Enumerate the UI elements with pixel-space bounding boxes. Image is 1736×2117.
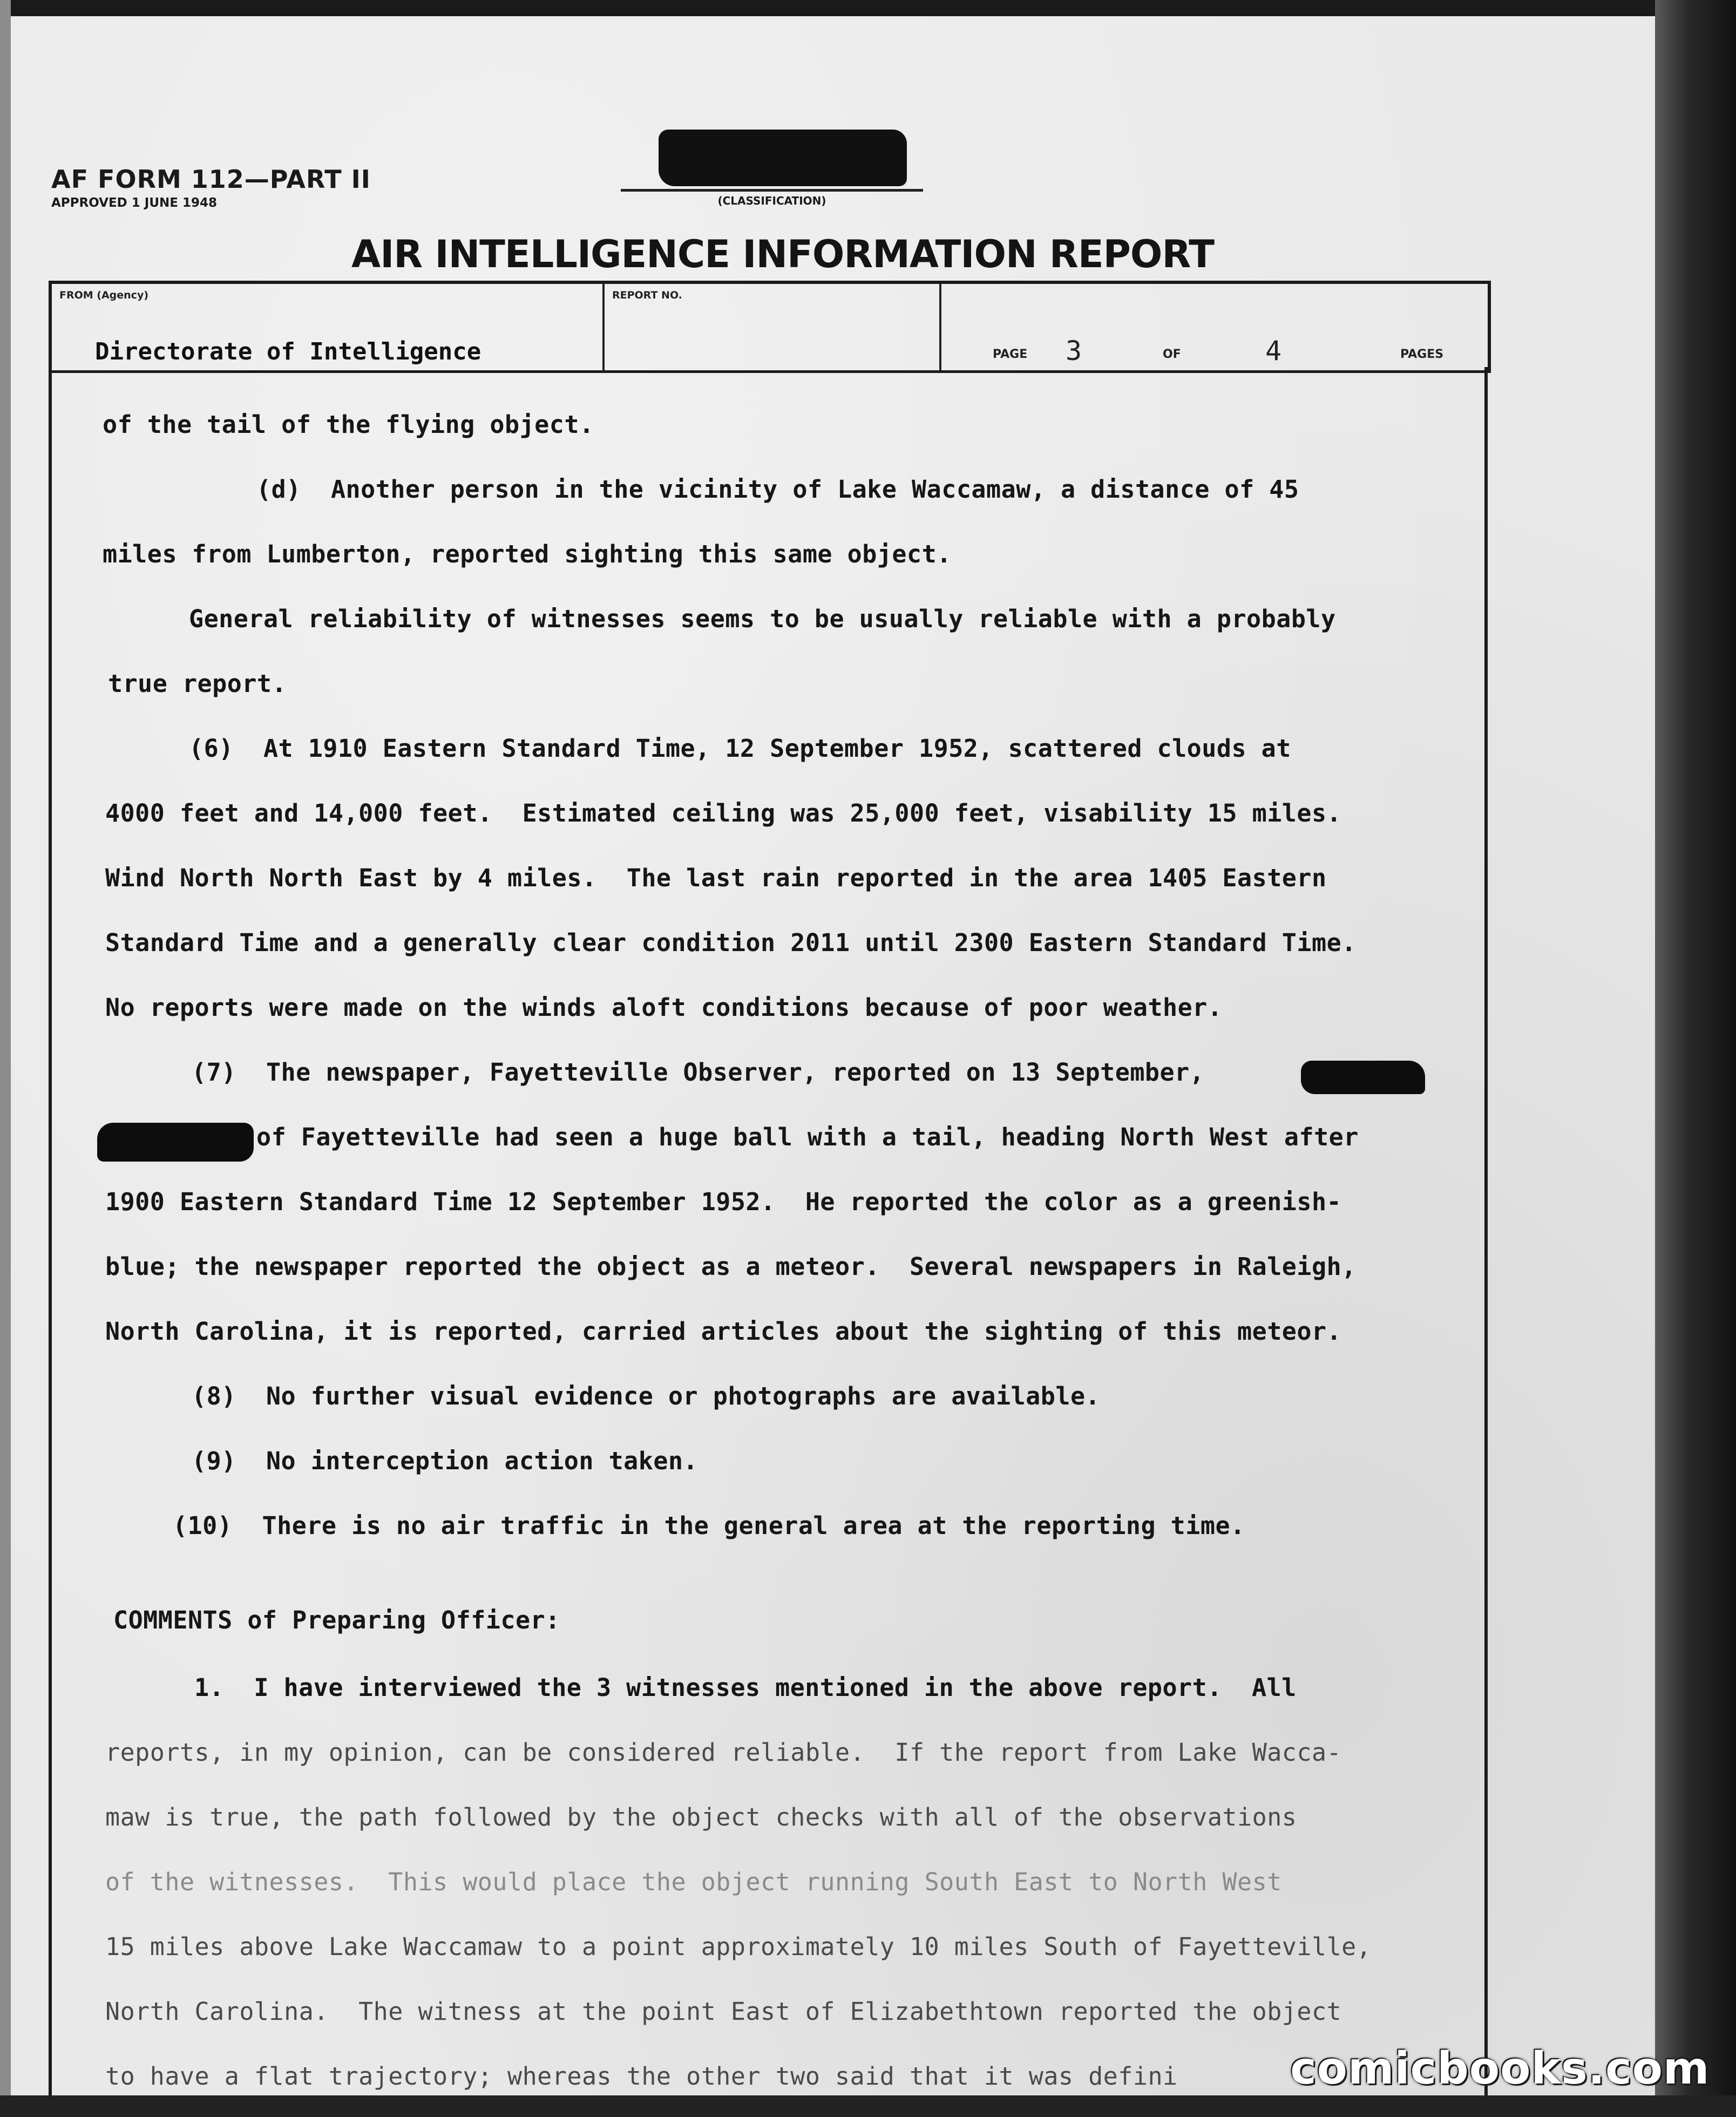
body-line: of Fayetteville had seen a huge ball with a tail, heading North West after	[256, 1123, 1359, 1151]
form-number: AF FORM 112—PART II	[51, 165, 371, 194]
body-line: (10) There is no air traffic in the general area at the reporting time.	[173, 1511, 1245, 1540]
from-label: FROM (Agency)	[59, 289, 149, 301]
page-number: 3	[1066, 335, 1082, 367]
pages-label: PAGES	[1400, 348, 1444, 361]
report-body	[11, 16, 1655, 2095]
form-approval-date: APPROVED 1 JUNE 1948	[51, 196, 217, 210]
body-line: (6) At 1910 Eastern Standard Time, 12 September 1952, scattered clouds at	[189, 734, 1291, 763]
of-label: OF	[1163, 348, 1181, 361]
body-line: of the witnesses. This would place the object running South East to North West	[105, 1868, 1282, 1896]
watermark-text: comicbooks.com	[1290, 2043, 1710, 2094]
scan-border-top	[0, 0, 1736, 16]
from-value: Directorate of Intelligence	[95, 338, 482, 365]
body-line: 15 miles above Lake Waccamaw to a point approximately 10 miles South of Fayetteville,	[105, 1932, 1372, 1961]
scan-border-right	[1655, 0, 1736, 2117]
comments-heading: COMMENTS of Preparing Officer:	[113, 1606, 560, 1634]
body-line: North Carolina. The witness at the point East of Elizabethtown reported the object	[105, 1997, 1342, 2026]
body-line: (8) No further visual evidence or photographs are available.	[192, 1382, 1101, 1410]
body-line: reports, in my opinion, can be considered reliable. If the report from Lake Wacca-	[105, 1738, 1342, 1767]
page-label: PAGE	[993, 348, 1028, 361]
body-line: (7) The newspaper, Fayetteville Observer, reported on 13 September,	[192, 1058, 1205, 1087]
body-line: Wind North North East by 4 miles. The last rain reported in the area 1405 Eastern	[105, 864, 1327, 892]
total-pages: 4	[1265, 335, 1282, 367]
report-title: AIR INTELLIGENCE INFORMATION REPORT	[351, 232, 1214, 276]
body-line: of the tail of the flying object.	[103, 410, 594, 439]
report-no-label: REPORT NO.	[612, 289, 682, 301]
body-line: 1. I have interviewed the 3 witnesses mentioned in the above report. All	[194, 1673, 1297, 1702]
body-line: miles from Lumberton, reported sighting this same object.	[103, 540, 952, 568]
document-page	[11, 16, 1710, 2095]
body-line: 4000 feet and 14,000 feet. Estimated ceiling was 25,000 feet, visability 15 miles.	[105, 799, 1342, 827]
classification-label: (CLASSIFICATION)	[717, 194, 826, 207]
body-line: to have a flat trajectory; whereas the other two said that it was defini	[105, 2062, 1178, 2091]
body-line: maw is true, the path followed by the object checks with all of the observations	[105, 1803, 1297, 1831]
body-line: North Carolina, it is reported, carried articles about the sighting of this meteor.	[105, 1317, 1342, 1346]
body-line: (9) No interception action taken.	[192, 1447, 699, 1475]
scan-border-left	[0, 0, 11, 2117]
body-line: (d) Another person in the vicinity of Lake Waccamaw, a distance of 45	[256, 475, 1299, 504]
body-line: Standard Time and a generally clear condition 2011 until 2300 Eastern Standard Time.	[105, 928, 1357, 957]
body-line: No reports were made on the winds aloft conditions because of poor weather.	[105, 993, 1223, 1022]
body-line: General reliability of witnesses seems to be usually reliable with a probably	[189, 605, 1336, 633]
body-line: blue; the newspaper reported the object as a meteor. Several newspapers in Raleigh,	[105, 1252, 1357, 1281]
name-redaction	[97, 1123, 254, 1162]
name-redaction	[1301, 1061, 1425, 1094]
body-line: true report.	[108, 669, 287, 698]
scan-border-bottom	[0, 2095, 1736, 2117]
body-line: 1900 Eastern Standard Time 12 September 1952. He reported the color as a greenish-	[105, 1188, 1342, 1216]
